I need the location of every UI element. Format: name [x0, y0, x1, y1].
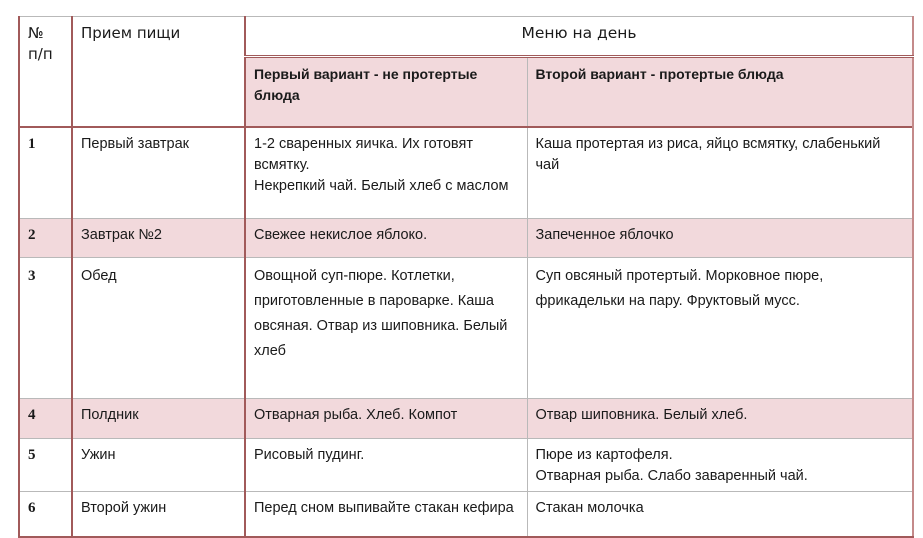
header-menu-label: Меню на день [521, 24, 637, 42]
variant-2-line: Отварная рыба. Слабо заваренный чай. [535, 468, 808, 484]
header-num [19, 17, 72, 128]
row-number: 6 [19, 492, 72, 538]
row-number: 2 [19, 219, 72, 258]
variant-2-cell [527, 219, 913, 258]
variant-1-cell [245, 399, 527, 439]
variant-2-cell [527, 492, 913, 538]
variant-2-line: Каша протертая из риса, яйцо всмятку, слабенький чай [535, 136, 881, 173]
variant-2-line: Пюре из картофеля. [535, 447, 673, 463]
table-row [19, 399, 913, 439]
variant-2-label: Второй вариант - протертые блюда [535, 66, 784, 82]
variant-2-cell [527, 439, 913, 492]
variant-1-cell [245, 258, 527, 399]
header-meal-label: Прием пищи [81, 24, 181, 42]
meal-name: Ужин [72, 439, 245, 492]
table-row [19, 258, 913, 399]
header-variant-1 [245, 57, 527, 128]
variant-2-line: Запеченное яблочко [535, 227, 674, 243]
variant-1-line: Перед сном выпивайте стакан кефира [254, 500, 514, 516]
meal-name: Полдник [72, 399, 245, 439]
header-menu [245, 17, 913, 57]
variant-2-line: Суп овсяный протертый. Морковное пюре, фрикадельки на пару. Фруктовый мусс. [535, 268, 824, 309]
variant-1-cell [245, 492, 527, 538]
variant-1-cell [245, 127, 527, 219]
variant-1-line: Некрепкий чай. Белый хлеб с маслом [254, 178, 509, 194]
table-row [19, 439, 913, 492]
variant-1-label: Первый вариант - не протертые блюда [254, 66, 478, 103]
variant-1-line: Отварная рыба. Хлеб. Компот [254, 407, 458, 423]
header-num-label: № п/п [28, 24, 53, 63]
variant-2-cell [527, 258, 913, 399]
variant-2-line: Отвар шиповника. Белый хлеб. [535, 407, 748, 423]
header-variant-2 [527, 57, 913, 128]
header-row [19, 17, 913, 57]
variant-1-cell [245, 439, 527, 492]
header-meal [72, 17, 245, 128]
meal-name: Второй ужин [72, 492, 245, 538]
table-row [19, 127, 913, 219]
meal-name: Обед [72, 258, 245, 399]
variant-1-line: Свежее некислое яблоко. [254, 227, 428, 243]
table-row [19, 492, 913, 538]
row-number: 4 [19, 399, 72, 439]
variant-2-line: Стакан молочка [535, 500, 644, 516]
table-row [19, 219, 913, 258]
variant-1-line: Овощной суп-пюре. Котлетки, приготовленные в пароварке. Каша овсяная. Отвар из шиповника. Белый хлеб [254, 268, 508, 359]
row-number: 1 [19, 127, 72, 219]
row-number: 3 [19, 258, 72, 399]
daily-menu-table [18, 16, 914, 538]
variant-1-line: Рисовый пудинг. [254, 447, 365, 463]
meal-name: Первый завтрак [72, 127, 245, 219]
meal-name: Завтрак №2 [72, 219, 245, 258]
variant-2-cell [527, 127, 913, 219]
variant-1-cell [245, 219, 527, 258]
variant-2-cell [527, 399, 913, 439]
row-number: 5 [19, 439, 72, 492]
variant-1-line: 1-2 сваренных яичка. Их готовят всмятку. [254, 136, 473, 173]
